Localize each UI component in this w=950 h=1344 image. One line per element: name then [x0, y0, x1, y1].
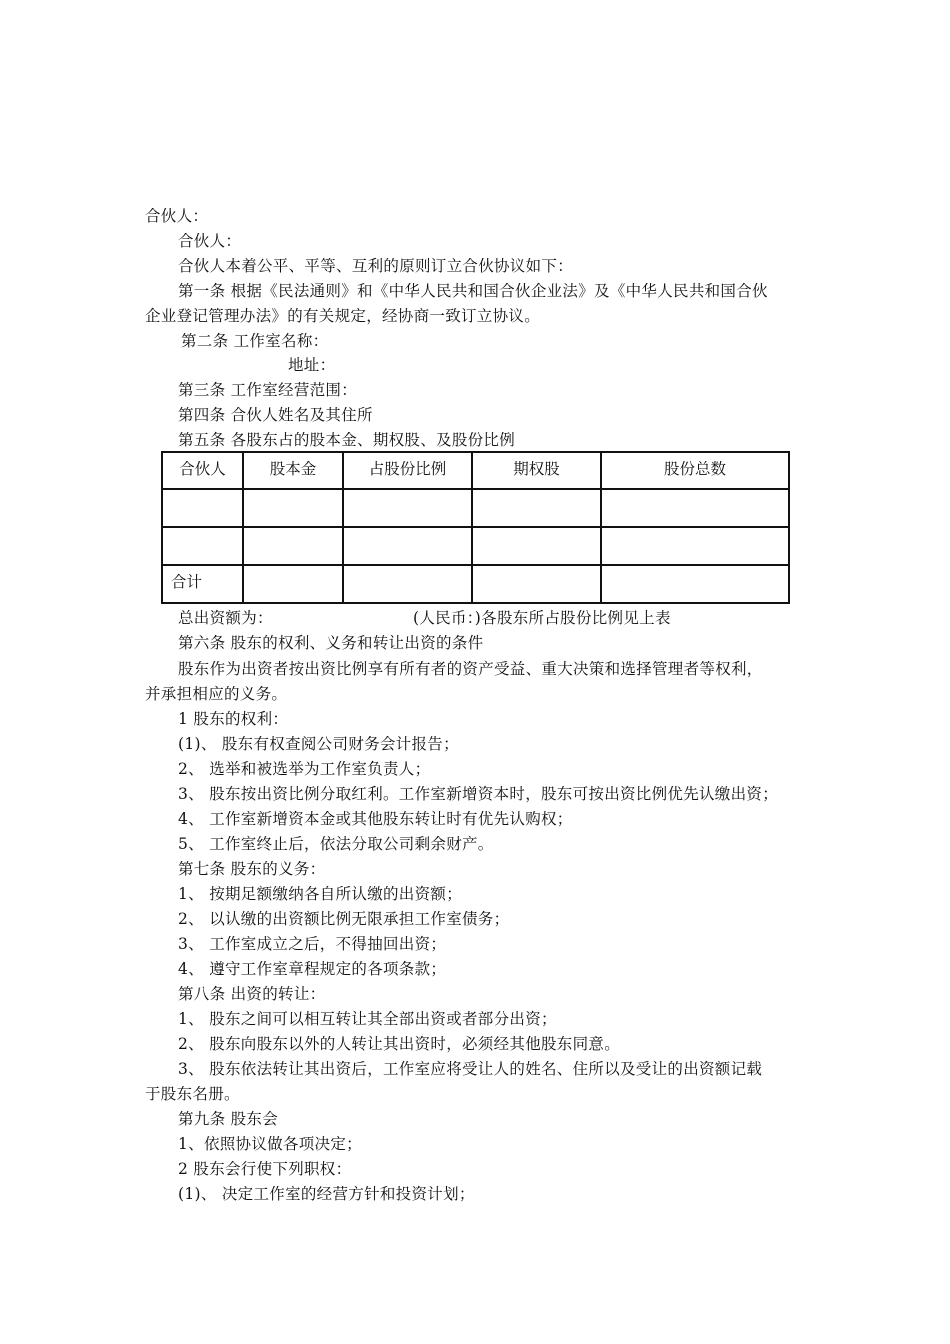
article-5-title: 第五条 各股东占的股本金、期权股、及股份比例: [178, 431, 516, 449]
total-capital-label: 总出资额为：: [178, 609, 273, 627]
list-item: 4、 遵守工作室章程规定的各项条款；: [178, 960, 447, 978]
article-6-title: 第六条 股东的权利、义务和转让出资的条件: [178, 634, 484, 652]
list-item: 2、 股东向股东以外的人转让其出资时，必须经其他股东同意。: [178, 1035, 620, 1053]
header-cell-capital: 股本金: [243, 452, 343, 489]
list-item: 5、 工作室终止后，依法分取公司剩余财产。: [178, 835, 494, 853]
article-1-line-1: 第一条 根据《民法通则》和《中华人民共和国合伙企业法》及《中华人民共和国合伙: [178, 282, 768, 300]
article-8-title: 第八条 出资的转让：: [178, 985, 326, 1003]
list-item: 3、 股东按出资比例分取红利。工作室新增资本时，股东可按出资比例优先认缴出资；: [178, 785, 778, 803]
table-cell: [162, 489, 243, 527]
list-item: 1、依照协议做各项决定；: [178, 1135, 362, 1153]
article-4-title: 第四条 合伙人姓名及其住所: [178, 406, 373, 424]
table-cell: [472, 527, 601, 565]
table-row: [162, 489, 789, 527]
list-item: 4、 工作室新增资本金或其他股东转让时有优先认购权；: [178, 810, 573, 828]
header-cell-total-shares: 股份总数: [601, 452, 789, 489]
table-cell: [343, 527, 472, 565]
table-cell: [243, 565, 343, 603]
table-cell: [601, 565, 789, 603]
article-2-address: 地址：: [288, 356, 336, 374]
partner-line-2: 合伙人：: [178, 232, 242, 250]
list-item: 3、 股东依法转让其出资后，工作室应将受让人的姓名、住所以及受让的出资额记载: [178, 1060, 763, 1078]
article-2-title: 第二条 工作室名称：: [181, 332, 329, 350]
table-cell: [243, 527, 343, 565]
table-header-row: [162, 452, 789, 489]
rights-title: 1 股东的权利：: [178, 710, 289, 728]
table-cell: [601, 489, 789, 527]
table-cell: [472, 489, 601, 527]
article-7-title: 第七条 股东的义务：: [178, 860, 326, 878]
article-6-para-line-2: 并承担相应的义务。: [145, 685, 288, 703]
list-item: 2、 选举和被选举为工作室负责人；: [178, 760, 431, 778]
list-item: 3、 工作室成立之后，不得抽回出资；: [178, 935, 447, 953]
intro-line: 合伙人本着公平、平等、互利的原则订立合伙协议如下：: [178, 257, 574, 275]
total-label-cell: 合计: [162, 565, 243, 603]
header-cell-share-ratio: 占股份比例: [343, 452, 472, 489]
table-cell: [472, 565, 601, 603]
table-cell: [601, 527, 789, 565]
partner-line-1: 合伙人：: [145, 207, 209, 225]
article-6-para-line-1: 股东作为出资者按出资比例享有所有者的资产受益、重大决策和选择管理者等权利，: [178, 660, 763, 678]
list-item: (1)、 决定工作室的经营方针和投资计划；: [178, 1185, 475, 1203]
table-total-row: [162, 565, 789, 603]
header-cell-option-shares: 期权股: [472, 452, 601, 489]
table-row: [162, 527, 789, 565]
table-cell: [343, 489, 472, 527]
list-item: 2 股东会行使下列职权：: [178, 1160, 352, 1178]
article-3-title: 第三条 工作室经营范围：: [178, 381, 358, 399]
header-cell-partner: 合伙人: [162, 452, 243, 489]
list-item: (1)、 股东有权查阅公司财务会计报告；: [178, 735, 459, 753]
table-cell: [343, 565, 472, 603]
list-item: 1、 按期足额缴纳各自所认缴的出资额；: [178, 885, 462, 903]
list-item: 1、 股东之间可以相互转让其全部出资或者部分出资；: [178, 1010, 557, 1028]
list-item: 2、 以认缴的出资额比例无限承担工作室债务；: [178, 910, 510, 928]
total-capital-note: (人民币：)各股东所占股份比例见上表: [413, 609, 671, 627]
article-9-title: 第九条 股东会: [178, 1110, 279, 1128]
shareholding-table: [161, 451, 790, 604]
list-item-continuation: 于股东名册。: [145, 1085, 240, 1103]
table-cell: [243, 489, 343, 527]
table-cell: [162, 527, 243, 565]
article-1-line-2: 企业登记管理办法》的有关规定，经协商一致订立协议。: [145, 307, 541, 325]
